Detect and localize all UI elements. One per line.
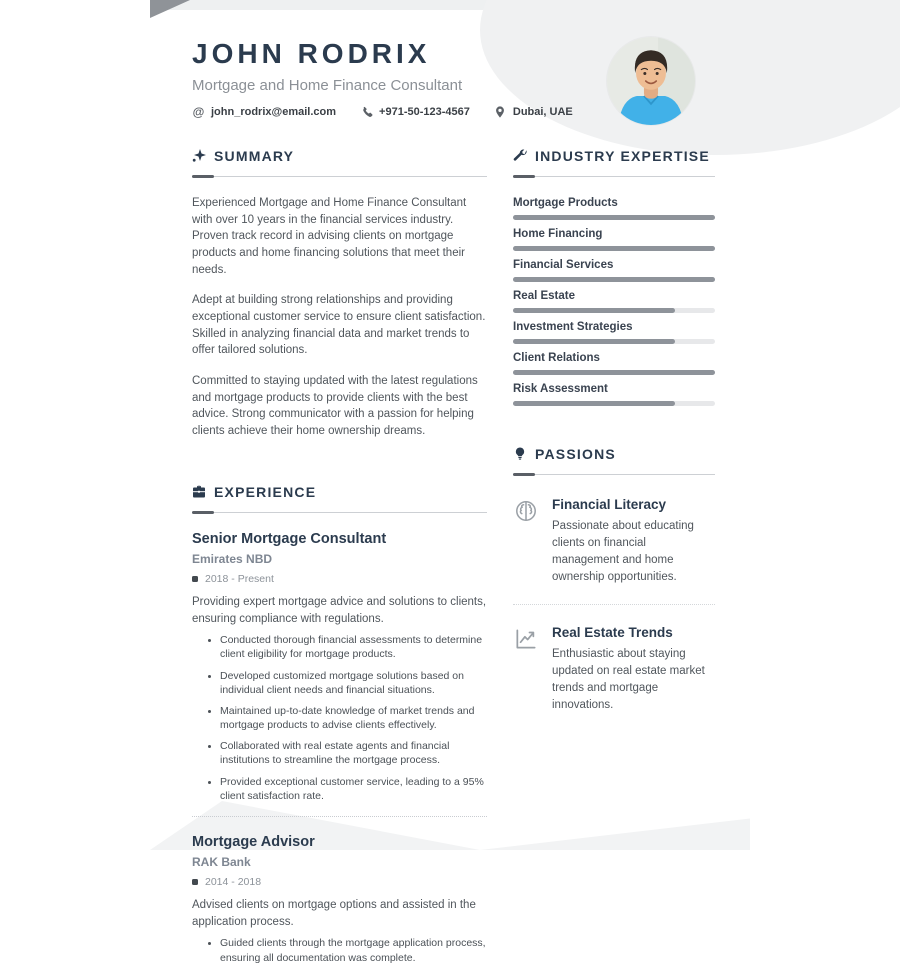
brain-icon	[513, 498, 539, 524]
passion-title: Financial Literacy	[552, 497, 667, 512]
job-bullet: • Provided exceptional customer service, leading to a 95% client satisfaction rate.	[220, 775, 487, 803]
summary-section	[192, 148, 487, 440]
skill-bar-fill	[513, 246, 715, 251]
calendar-icon	[192, 576, 198, 582]
industry-expertise-section	[513, 148, 715, 406]
profile-photo	[607, 37, 695, 125]
job-bullet: • Guided clients through the mortgage application process, ensuring all documentation was complete.	[220, 936, 487, 964]
skill-item	[513, 259, 715, 282]
job-entry	[192, 531, 487, 803]
location-icon	[494, 105, 507, 118]
job-dates-text: 2018 - Present	[205, 572, 274, 585]
summary-paragraph: Committed to staying updated with the latest regulations and mortgage products to provide clients with the best advice. Strong communicator with a passion for helping clients achieve their home ownership dreams.	[192, 375, 478, 438]
skill-name: Financial Services	[513, 259, 614, 271]
skill-bar-track	[513, 215, 715, 220]
skill-bar-fill	[513, 277, 715, 282]
skill-list	[513, 197, 715, 406]
skill-bar-fill	[513, 339, 675, 344]
job-entry	[192, 834, 487, 965]
section-divider	[192, 512, 487, 513]
calendar-icon	[192, 879, 198, 885]
job-bullet-list	[192, 633, 487, 803]
job-dates-text: 2014 - 2018	[205, 875, 262, 888]
passion-text: Enthusiastic about staying updated on real estate market trends and mortgage innovations.	[552, 648, 705, 712]
lightbulb-icon	[513, 447, 527, 461]
passion-body	[552, 625, 715, 714]
contact-item	[192, 105, 336, 118]
summary-heading	[192, 148, 487, 164]
skill-bar-track	[513, 339, 715, 344]
passion-item	[513, 625, 715, 714]
skill-bar-fill	[513, 370, 715, 375]
passion-item	[513, 497, 715, 586]
job-company: RAK Bank	[192, 854, 251, 869]
job-bullet-list	[192, 936, 487, 964]
passions-section	[513, 446, 715, 714]
industry-expertise-heading	[513, 148, 715, 164]
skill-item	[513, 352, 715, 375]
skill-bar-track	[513, 246, 715, 251]
job-company: Emirates NBD	[192, 551, 273, 566]
two-column-body	[150, 118, 750, 972]
job-bullet: • Conducted thorough financial assessments to determine client eligibility for mortgage products.	[220, 633, 487, 661]
passion-title: Real Estate Trends	[552, 625, 673, 641]
skill-name: Risk Assessment	[513, 383, 608, 395]
passion-divider	[513, 604, 715, 605]
skill-bar-track	[513, 308, 715, 313]
briefcase-icon	[192, 485, 206, 499]
job-bullet: • Developed customized mortgage solutions based on individual client needs and financial situations.	[220, 669, 487, 697]
passion-body	[552, 497, 715, 586]
wrench-icon	[513, 149, 527, 163]
phone-icon	[360, 105, 373, 118]
right-column	[513, 148, 715, 972]
skill-bar-track	[513, 370, 715, 375]
summary-paragraph: Experienced Mortgage and Home Finance Consultant with over 10 years in the financial services industry. Proven track record in advising clients on mortgage products and home financing solutions that meet their needs.	[192, 197, 467, 276]
skill-name: Home Financing	[513, 228, 603, 240]
summary-paragraphs	[192, 195, 487, 440]
skill-bar-track	[513, 277, 715, 282]
email-icon: @	[192, 104, 205, 119]
experience-heading-label: EXPERIENCE	[214, 483, 317, 500]
trend-chart-icon	[513, 626, 539, 652]
skill-bar-fill	[513, 308, 675, 313]
skill-bar-fill	[513, 215, 715, 220]
job-bullet: • Maintained up-to-date knowledge of market trends and mortgage products to advise clients effectively.	[220, 704, 487, 732]
industry-expertise-heading-label: INDUSTRY EXPERTISE	[535, 148, 710, 164]
contact-text: Dubai, UAE	[512, 105, 573, 118]
contact-text: +971-50-123-4567	[379, 105, 470, 118]
resume-page	[150, 0, 750, 964]
passions-heading-label: PASSIONS	[535, 446, 616, 462]
job-title: Mortgage Advisor	[192, 833, 315, 850]
skill-item	[513, 321, 715, 344]
left-column	[192, 148, 487, 972]
contact-item	[494, 105, 573, 118]
job-dates	[192, 573, 487, 585]
job-dates	[192, 876, 487, 888]
contact-text: john_rodrix@email.com	[211, 105, 337, 118]
summary-paragraph: Adept at building strong relationships and providing exceptional customer service to ensure client satisfaction. Skilled in analyzing financial data and market trends to offer tailored solutions.	[192, 294, 486, 357]
contact-item	[360, 105, 470, 118]
section-divider	[192, 176, 487, 177]
job-description: Providing expert mortgage advice and solutions to clients, ensuring compliance with regulations.	[192, 595, 487, 625]
skill-name: Investment Strategies	[513, 321, 633, 333]
passion-text: Passionate about educating clients on financial management and home ownership opportunities.	[552, 520, 694, 584]
skill-name: Real Estate	[513, 290, 576, 302]
section-divider	[513, 474, 715, 475]
job-description: Advised clients on mortgage options and assisted in the application process.	[192, 898, 476, 929]
skill-item	[513, 383, 715, 406]
skill-item	[513, 290, 715, 313]
skill-item	[513, 228, 715, 251]
job-title: Senior Mortgage Consultant	[192, 530, 387, 547]
skill-item	[513, 197, 715, 220]
passions-heading	[513, 446, 715, 462]
person-title: Mortgage and Home Finance Consultant	[192, 77, 463, 94]
experience-heading	[192, 484, 487, 500]
summary-heading-label: SUMMARY	[214, 148, 295, 164]
skill-name: Mortgage Products	[513, 197, 618, 209]
experience-section	[192, 484, 487, 965]
person-name: JOHN RODRIX	[192, 38, 431, 69]
skill-name: Client Relations	[513, 352, 600, 364]
header	[150, 0, 750, 118]
job-list	[192, 531, 487, 965]
job-bullet: • Collaborated with real estate agents and financial institutions to streamline the mortgage process.	[220, 739, 487, 767]
skill-bar-track	[513, 401, 715, 406]
job-divider	[192, 816, 487, 817]
sparkle-icon	[192, 149, 206, 163]
section-divider	[513, 176, 715, 177]
passion-list	[513, 497, 715, 714]
skill-bar-fill	[513, 401, 675, 406]
